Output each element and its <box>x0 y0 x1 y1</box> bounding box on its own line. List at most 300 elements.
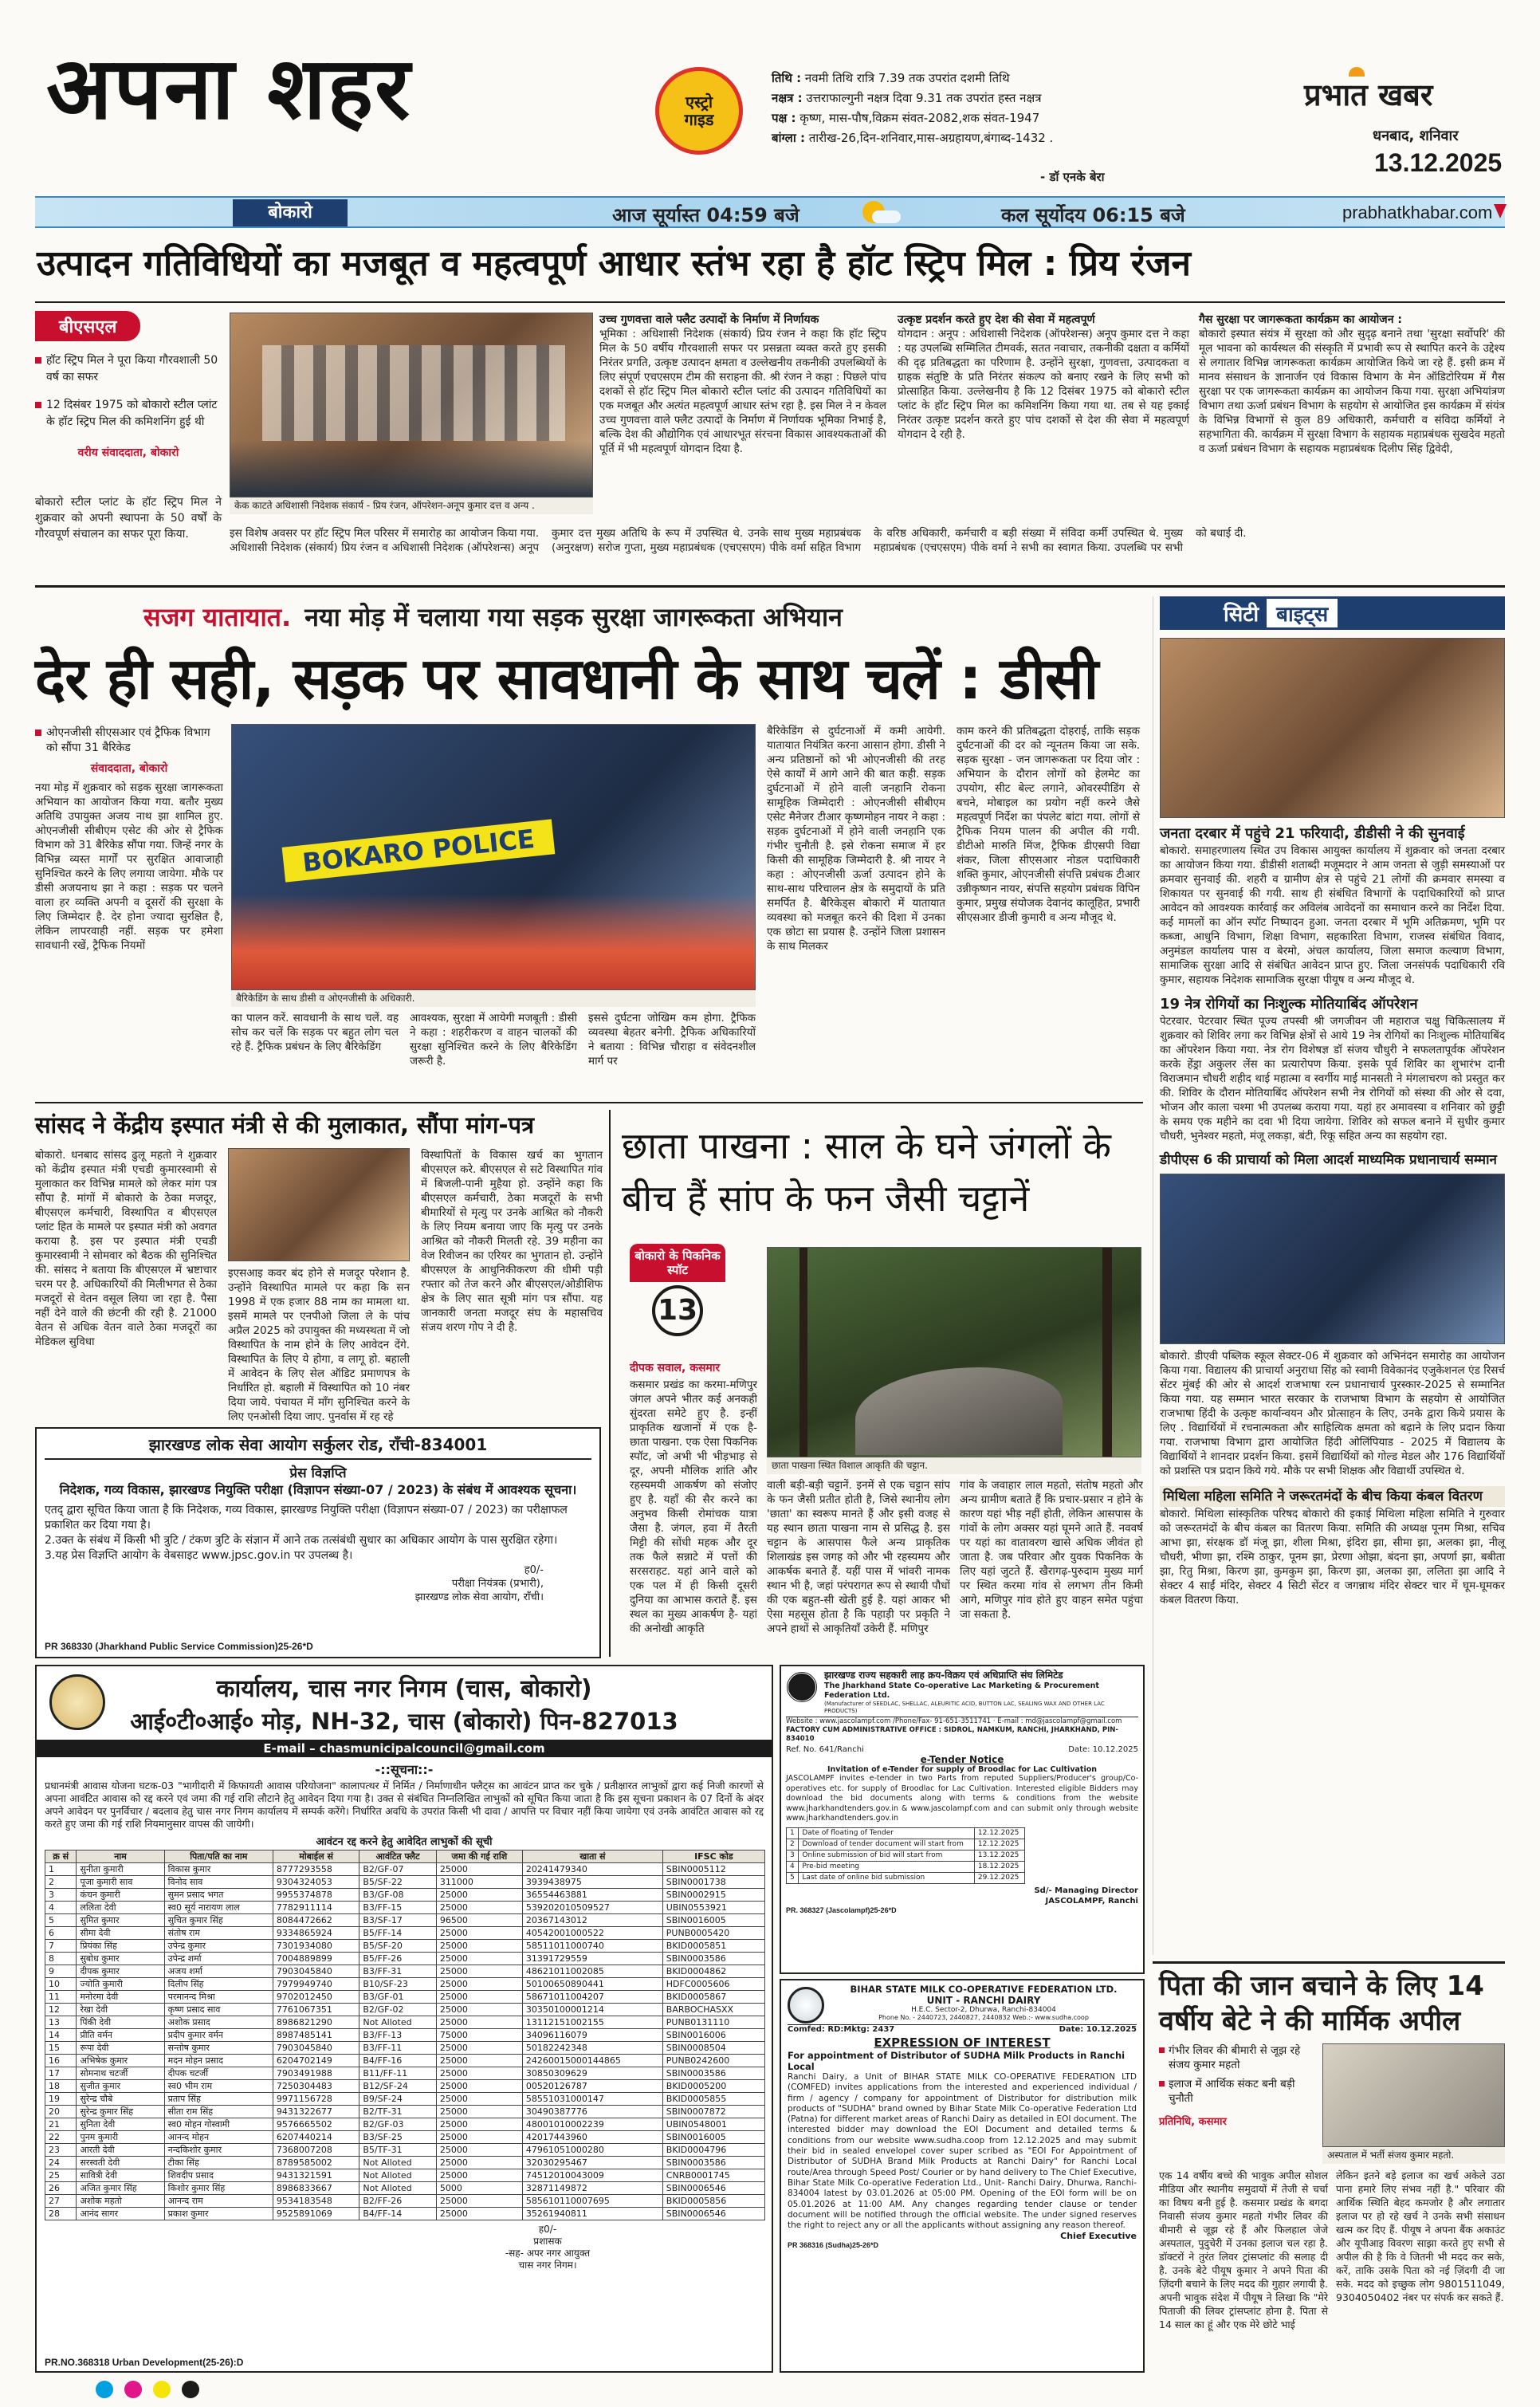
lead-intro: बोकारो स्टील प्लांट के हॉट स्ट्रिप मिल ने शुक्रवार को अपनी स्थापना के 50 वर्षों के गौरवपूर्ण संचालन का सफर पूरा किया. <box>35 496 222 541</box>
city-s3-head: डीपीएस 6 की प्राचार्या को मिला आदर्श माध्यमिक प्रधानाचार्य सम्मान <box>1160 1152 1497 1168</box>
table-cell: PUNB0242600 <box>662 2055 764 2067</box>
table-row <box>45 1965 765 1978</box>
table-cell: SBIN0002915 <box>662 1889 764 1902</box>
table-cell: B2/GF-02 <box>359 2004 436 2016</box>
schedule-cell: 29.12.2025 <box>974 1872 1024 1883</box>
table-row <box>45 1940 765 1953</box>
jascolampf-pr: PR. 368327 (Jascolampf)25-26*D <box>786 1906 897 1914</box>
city-s4-head: मिथिला महिला समिति ने जरूरतमंदों के बीच किया कंबल वितरण <box>1160 1486 1505 1507</box>
table-cell: 17 <box>45 2067 77 2080</box>
website-link[interactable]: prabhatkhabar.com <box>1342 203 1493 222</box>
table-cell: रूपा देवी <box>77 2042 164 2055</box>
jascolampf-title: e-Tender Notice <box>920 1754 1004 1765</box>
table-cell: 8789585002 <box>273 2157 359 2169</box>
table-cell: 25000 <box>436 2118 522 2131</box>
city-title-2: बाइट्स <box>1267 599 1338 627</box>
table-cell: B3/SF-17 <box>359 1914 436 1927</box>
traffic-photo-caption: बैरिकेडिंग के साथ डीसी व ओएनजीसी के अधिकारी. <box>231 990 756 1007</box>
lead-bullet: 12 दिसंबर 1975 को बोकारो स्टील प्लांट के हॉट स्ट्रिप मिल की कमिशनिंग हुई थी <box>35 397 222 431</box>
table-cell: 31391729559 <box>522 1953 662 1965</box>
table-cell: अभिषेक कुमार <box>77 2055 164 2067</box>
body-text: भूमिका : अधिशासी निदेशक (संकार्य) प्रिय रंजन ने कहा कि हॉट स्ट्रिप मिल के 50 वर्षीय गौरवशाली सफर पर प्रसन्नता व्यक्त करते हुए इसकी निरंतर प्रगति, उत्कृष्ट उत्पादन क्षमता व उल्लेखनीय तकनीकी उपलब्धियों के लिए संपूर्ण एचएसएम टीम की सराहना की. श्री रंजन ने कहा : पिछले पांच दशकों से हॉट स्ट्रिप मिल बोकारो स्टील प्लांट की उत्पादन गतिविधियों का एक मजबूत और अत्यंत महत्वपूर्ण आधार स्तंभ रहा है. इस मिल ने न केवल उच्च गुणवत्ता वाले फ्लैट उत्पादों के निर्माण में निर्णायक भूमिका निभाई है, बल्कि देश की औद्योगिक एवं आधारभूत संरचना विकास आवश्यकताओं की पूर्ति में भी महत्वपूर्ण योगदान दिया है. <box>599 328 886 455</box>
jpsc-ad <box>35 1427 601 1658</box>
table-cell: प्रियंका सिंह <box>77 1940 164 1953</box>
table-cell: B11/FF-11 <box>359 2067 436 2080</box>
table-cell: 8987485141 <box>273 2029 359 2042</box>
police-banner: BOKARO POLICE <box>282 819 556 882</box>
panchang-row: बांग्ला : तारीख-26,दिन-शनिवार,मास-अग्रहायण,बंगाब्द-1432 . <box>772 131 1054 145</box>
jpsc-point3: 3.यह प्रेस विज्ञप्ति आयोग के वेबसाइट www.jpsc.gov.in पर उपलब्ध है। <box>45 1549 353 1562</box>
sudha-date: Date: 10.12.2025 <box>1059 2025 1137 2034</box>
panchang-row: तिथि : नवमी तिथि रात्रि 7.39 तक उपरांत दशमी तिथि <box>772 71 1010 85</box>
table-cell: 27 <box>45 2195 77 2208</box>
table-cell: शिवदीप प्रसाद <box>164 2169 273 2182</box>
section-title: अपना शहर <box>46 39 412 139</box>
table-cell: आनन्द मोहन <box>164 2131 273 2144</box>
table-cell: पुनम कुमारी <box>77 2131 164 2144</box>
city-section-tab[interactable]: बोकारो <box>233 199 348 226</box>
chas-office: कार्यालय, चास नगर निगम (चास, बोकारो) <box>216 1675 592 1703</box>
table-cell: अजय शर्मा <box>164 1965 273 1978</box>
lead-bullet: हॉट स्ट्रिप मिल ने पूरा किया गौरवशाली 50 वर्ष का सफर <box>35 352 222 386</box>
schedule-cell: Pre-bid meeting <box>799 1861 975 1872</box>
chas-emblem-icon <box>49 1674 105 1730</box>
table-row <box>45 2080 765 2093</box>
sudha-lead: For appointment of Distributor of SUDHA Milk Products in Ranchi Local <box>788 2050 1126 2072</box>
table-cell: SBIN0005112 <box>662 1863 764 1876</box>
table-cell: 7 <box>45 1940 77 1953</box>
table-cell: 7004889899 <box>273 1953 359 1965</box>
table-cell: आनन्द राम <box>164 2195 273 2208</box>
city-photo-2 <box>1160 1174 1505 1344</box>
brand-name: प्रभात खबर <box>1304 77 1433 112</box>
lead-col1 <box>599 313 886 456</box>
traffic-col5: बैरिकेडिंग से दुर्घटनाओं में कमी आयेगी. यातायात नियंत्रित करना आसान होगा. डीसी ने अन्य प्रतिष्ठानों को भी ओएनजीसी की तरह ऐसे कार्यों में आगे आने की बात कही. सड़क दुर्घटनाओं में होने वाली जनहानि रोकना सामूहिक जिम्मेदारी : ओएनजीसी सीबीएम एसेट मैनेजर टीआर कृष्णमोहन नायर ने कहा : सड़क दुर्घटनाओं में होने वाली जनहानि एक गंभीर चुनौती है. इसे रोकना समाज में हर किसी की सामूहिक जिम्मेदारी है. श्री नायर ने कहा : ओएनजीसी ऊर्जा उत्पादन होने के साथ-साथ परिचालन क्षेत्र के समुदायों के प्रति समर्पित है. बैरिकेड्स बोकारो में यातायात व्यवस्था को मजबूत करने की दिशा में उनका एक छोटा सा प्रयास है. उन्होंने जिला प्रशासन के साथ मिलकर <box>767 725 945 953</box>
table-cell: UBIN0548001 <box>662 2118 764 2131</box>
table-cell: प्रकाश कुमार <box>164 2208 273 2220</box>
table-cell: B3/FF-13 <box>359 2029 436 2042</box>
table-row <box>45 2195 765 2208</box>
table-cell: SBIN0003586 <box>662 2157 764 2169</box>
bullet-icon <box>35 730 41 736</box>
jascolampf-ad <box>780 1665 1145 1974</box>
panchang-credit: - डॉ एनके बेरा <box>1040 170 1105 184</box>
table-cell: 9576665502 <box>273 2118 359 2131</box>
city-bites <box>1153 596 1505 1955</box>
picnic-badge-title: बोकारो के पिकनिक स्पॉट <box>630 1244 725 1282</box>
table-cell: विकास कुमार <box>164 1863 273 1876</box>
lead-footer-text: इस विशेष अवसर पर हॉट स्ट्रिप मिल परिसर में समारोह का आयोजन किया गया. अधिशासी निदेशक (संकार्य) प्रिय रंजन व अधिशासी निदेशक (ऑपरेशन्स) अनूप कुमार दत्त मुख्य अतिथि के रूप में उपस्थित थे. उनके साथ मुख्य महाप्रबंधक (अनुरक्षण) सरोज गुप्ता, मुख्य महाप्रबंधक (एचएसएम) पीके वर्मा सहित विभाग के वरिष्ठ अधिकारी, कर्मचारी व बड़ी संख्या में संविदा कर्मी उपस्थित थे. मुख्य महाप्रबंधक (एचएसएम) पीके वर्मा ने सभी का स्वागत किया. उपलब्धि पर सभी को बधाई दी. <box>230 527 1247 554</box>
table-cell: 7761067351 <box>273 2004 359 2016</box>
table-row <box>45 2004 765 2016</box>
kicker-red: सजग यातायात. <box>143 602 292 632</box>
traffic-kicker <box>143 600 843 634</box>
astro-guide-badge: एस्ट्रो गाइड <box>655 67 743 155</box>
table-cell: 36554463881 <box>522 1889 662 1902</box>
sun-cloud-icon <box>854 198 902 226</box>
print-registration-marks <box>96 2381 1451 2398</box>
lead-byline: वरीय संवाददाता, बोकारो <box>77 446 179 459</box>
table-row <box>45 1978 765 1991</box>
traffic-cols-under <box>231 1011 756 1068</box>
table-cell: 8986821290 <box>273 2016 359 2029</box>
table-cell: 9702012450 <box>273 1991 359 2004</box>
body-text: विस्थापितों के विकास खर्च का भुगतान बीएसएल करे. बीएसएल से सटे विस्थापित गांव में बिजली-पानी मुहैया हो. उन्होंने कहा कि बीएसएल कर्मचारी, ठेका मजदूरों के सभी बीमारियों से मृत्यु पर उनके आश्रित को नौकरी के लिए नियम बनाया जाए कि मृत्यु पर उनके आश्रित को नौकरी मिलती रहे. 39 महीना का वेज रिवीजन का एरियर का भुगतान हो. उन्होंने बीएसएल के आधुनिकीकरण की धीमी पड़ी रफ्तार को तेज करने और बीएसएल/ओडीशिफ क्षेत्र के लिए सात सूत्री मांग पत्र सौंपा. यह जानकारी जनता मजदूर संघ के महासचिव संजय शरण गोप ने दी है. <box>421 1149 603 1334</box>
chhata-photo-caption: छाता पाखना स्थित विशाल आकृति की चट्टान. <box>767 1457 1141 1474</box>
schedule-row <box>787 1839 1025 1850</box>
table-cell: 58551031000147 <box>522 2093 662 2106</box>
table-cell: स्व0 मोहन गोस्वामी <box>164 2118 273 2131</box>
subhead: उत्कृष्ट प्रदर्शन करते हुए देश की सेवा में महत्वपूर्ण <box>898 313 1095 326</box>
table-row <box>45 2118 765 2131</box>
chas-table-title: आवंटन रद्द करने हेतु आवेदित लाभुकों की सूची <box>316 1836 493 1848</box>
table-cell: 20367143012 <box>522 1914 662 1927</box>
table-cell: 3939438975 <box>522 1876 662 1889</box>
table-cell: 48621011002085 <box>522 1965 662 1978</box>
schedule-cell: 12.12.2025 <box>974 1827 1024 1839</box>
city-s4-body: बोकारो. मिथिला सांस्कृतिक परिषद बोकारो की इकाई मिथिला महिला समिति ने गुरुवार को जरूरतमंदों के बीच कंबल का वितरण किया. समिति की अध्यक्ष पूनम मिश्रा, सचिव आभा झा, संरक्षक डॉ मंजू झा, शीला मिश्रा, इंदिरा झा, सीमा झा, अलका झा, नीलू चौधरी, भीणा झा, रश्मि ठाकुर, पूनम झा, प्रेरणा ओझा, बंदना झा, अपर्णा झा, बबीता झा, रितु मिश्रा, किरण झा, कुमकुम झा, किरण झा, अलका झा, ललिता झा आदि ने सेक्टर 4 साईं मंदिर, सेक्टर 4 सिटी सेंटर व जगन्नाथ मंदिर सेक्टर चार में घूम-घूमकर कंबल वितरण किया. <box>1160 1508 1505 1607</box>
table-header-cell: मोबाईल सं <box>273 1850 359 1863</box>
chhata-col1: कसमार प्रखंड का करमा-मणिपुर जंगल अपने भीतर कई अनकही सुंदरता समेटे हुए है. इन्हीं प्राकृतिक खजानों में एक है- छाता पाखना. एक ऐसा पिकनिक स्पॉट, जो अभी भी भीड़भाड़ से दूर, अपनी मौलिक शांति और रहस्यमयी आकर्षण को संजोए हुए है. यहाँ की सैर करने का अनुभव किसी रोमांचक यात्रा जैसा है. जंगल, हवा में तैरती मिट्टी की सोंधी महक और दूर तक फैले सन्नाटे में पत्तों की सरसराहट. यहां आने वाले को एक पल में ही किसी दूसरी दुनिया का आभास कराते हैं. इस स्थल का मुख्य आकर्षण है- यहां की अनोखी आकृति <box>630 1379 757 1635</box>
table-cell: 25000 <box>436 1863 522 1876</box>
table-cell: SBIN0016006 <box>662 2029 764 2042</box>
weather-strip <box>35 196 1505 228</box>
city-s1-body: बोकारो. समाहरणालय स्थित उप विकास आयुक्त कार्यालय में शुक्रवार को जनता दरबार का आयोजन किया गया. डीडीसी शताब्दी मजूमदार ने आम जनता से जुड़ी समस्याओं पर क्रमवार सुनवाई की. शहरी व ग्रामीण क्षेत्र से पहुंचे 21 लोगों की क्रमवार समस्या व शिकायत पर सुनवाई की गयी. साथ ही संबंधित विभागों के पदाधिकारियों को प्राप्त आवेदन को आवश्यक कार्रवाई कर अविलंब आवेदनों का समाधान करने का निर्देश दिया. कई मामलों का ऑन स्पॉट निष्पादन हुआ. जनता दरबार में भूमि अतिक्रमण, भूमि पर कब्जा, आधुनि विभाग, शिक्षा विभाग, सहकारिता विभाग, राजस्व संबंधित विवाद, अनुमंडल कार्यालय पास व बेरमो, अंचल कार्यालय, जिला समाज कल्याण विभाग, सामाजिक सुरक्षा आदि से संबंधित आवेदन प्राप्त हुए. जिला जनसंपर्क पदाधिकारी रवि कुमार, सहायक निदेशक सामाजिक सुरक्षा पीयूष व अन्य मौजूद थे. <box>1160 844 1505 986</box>
table-cell: प्रताप सिंह <box>164 2093 273 2106</box>
bullet-icon <box>1159 2081 1165 2086</box>
table-cell: 25000 <box>436 2016 522 2029</box>
table-cell: 8986833667 <box>273 2182 359 2195</box>
table-row <box>45 1991 765 2004</box>
table-cell: 58511011000740 <box>522 1940 662 1953</box>
table-header-cell: नाम <box>77 1850 164 1863</box>
table-cell: 10 <box>45 1978 77 1991</box>
table-cell: सुमन प्रसाद भगत <box>164 1889 273 1902</box>
table-cell: 25 <box>45 2169 77 2182</box>
table-cell: टीका सिंह <box>164 2157 273 2169</box>
schedule-cell: 12.12.2025 <box>974 1839 1024 1850</box>
jpsc-subject: निदेशक, गव्य विकास, झारखण्ड नियुक्ति परीक्षा (विज्ञापन संख्या-07 / 2023) के संबंध में आवश्यक सूचना। <box>59 1482 577 1497</box>
table-cell: 9334865924 <box>273 1927 359 1940</box>
body-text: नया मोड़ में शुक्रवार को सड़क सुरक्षा जागरूकता अभियान का आयोजन किया गया. बतौर मुख्य अतिथि उपायुक्त अजय नाथ झा शामिल हुए. ओएनजीसी सीबीएम एसेट की ओर से ट्रैफिक विभाग को 31 बैरिकेड सौंपा गया. जिन्हें नगर के विभिन्न व्यस्त मार्गों पर सुरक्षित आवाजाही सुनिश्चित करने के लिए लगाया जायेगा. मौके पर डीसी अजयनाथ झा ने कहा : सड़क पर चलने वाला हर व्यक्ति अपनी व दूसरों की सुरक्षा के लिए जिम्मेदार है. देर होना ज्यादा सुरक्षित है, लेकिन लापरवाही नहीं. सड़क पर हमेशा सावधानी रखें, ट्रैफिक नियमों <box>35 781 223 952</box>
table-row <box>45 1953 765 1965</box>
schedule-row <box>787 1827 1025 1839</box>
table-cell: 74512010043009 <box>522 2169 662 2182</box>
lead-headline: उत्पादन गतिविधियों का मजबूत व महत्वपूर्ण आधार स्तंभ रहा है हॉट स्ट्रिप मिल : प्रिय रंजन <box>37 243 1191 284</box>
table-cell: 96500 <box>436 1914 522 1927</box>
table-cell: B9/SF-24 <box>359 2093 436 2106</box>
table-cell: 22 <box>45 2131 77 2144</box>
table-cell: विनोद साव <box>164 1876 273 1889</box>
table-cell: 25000 <box>436 2106 522 2118</box>
appeal-photo <box>1322 2043 1505 2147</box>
table-cell: B3/GF-08 <box>359 1889 436 1902</box>
table-cell: 7782911114 <box>273 1902 359 1914</box>
table-cell: 25000 <box>436 1902 522 1914</box>
table-cell: 16 <box>45 2055 77 2067</box>
table-cell: कंचन कुमारी <box>77 1889 164 1902</box>
table-cell: 13112151002155 <box>522 2016 662 2029</box>
table-cell: B3/FF-31 <box>359 1965 436 1978</box>
table-cell: 8 <box>45 1953 77 1965</box>
table-cell: 25000 <box>436 1965 522 1978</box>
table-cell: सीता राम सिंह <box>164 2106 273 2118</box>
table-cell: SBIN0006546 <box>662 2208 764 2220</box>
table-cell: B10/SF-23 <box>359 1978 436 1991</box>
table-cell: Not Alloted <box>359 2182 436 2195</box>
jascolampf-org: झारखण्ड राज्य सहकारी लाह क्रय-विक्रय एवं अधिप्राप्ति संघ लिमिटेड <box>824 1670 1063 1681</box>
table-cell: सुमित कुमार <box>77 1914 164 1927</box>
table-cell: नन्दकिशोर कुमार <box>164 2144 273 2157</box>
panchang <box>772 69 1282 148</box>
traffic-bullet: ओएनजीसी सीएसआर एवं ट्रैफिक विभाग को सौंपा 31 बैरिकेड <box>35 726 223 756</box>
table-cell: आनंद सागर <box>77 2208 164 2220</box>
table-header-cell: खाता सं <box>522 1850 662 1863</box>
table-cell: 40542001000522 <box>522 1927 662 1940</box>
table-cell: Not Alloted <box>359 2169 436 2182</box>
table-cell: SBIN0008504 <box>662 2042 764 2055</box>
appeal-bullet: गंभीर लिवर की बीमारी से जूझ रहे संजय कुमार महतो <box>1159 2043 1314 2072</box>
table-cell: 311000 <box>436 1876 522 1889</box>
table-cell: 18 <box>45 2080 77 2093</box>
sudha-ad <box>780 1979 1145 2373</box>
schedule-cell: 4 <box>787 1861 799 1872</box>
table-cell: SBIN0016005 <box>662 2131 764 2144</box>
table-cell: 35261940811 <box>522 2208 662 2220</box>
table-cell: 7301934080 <box>273 1940 359 1953</box>
table-cell: 9534183548 <box>273 2195 359 2208</box>
table-cell: 47961051000280 <box>522 2144 662 2157</box>
table-cell: 25000 <box>436 2208 522 2220</box>
sudha-pr: PR 368316 (Sudha)25-26*D <box>788 2241 879 2250</box>
chas-signature: ह0/- प्रशासक -सह- अपर नगर आयुक्त चास नगर निगम। <box>505 2224 591 2271</box>
table-cell: 75000 <box>436 2029 522 2042</box>
traffic-photo <box>231 724 756 990</box>
jascolampf-schedule <box>786 1827 1025 1884</box>
mp-photo <box>228 1148 410 1261</box>
issue-date: 13.12.2025 <box>1374 148 1503 177</box>
schedule-cell: 13.12.2025 <box>974 1850 1024 1861</box>
table-cell: B5/FF-26 <box>359 1953 436 1965</box>
body-text: बोकारो. धनबाद सांसद ढुलू महतो ने शुक्रवार को केंद्रीय इस्पात मंत्री एचडी कुमारस्वामी से मुलाकात कर विभिन्न मामले को लेकर मांग पत्र सौंपा है. मांगों में बोकारो के ठेका मजदूर, बीएसएल कर्मचारी, विस्थापित व बीएसएल प्लांट हित के मामले पर इस्पात मंत्री को अवगत कराया है. इस पर इस्पात मंत्री एचडी कुमारस्वामी ने सोमवार को बैठक की सुनिश्चित की. सांसद ने बताया कि बीएसएल में भ्रष्टाचार चरम पर है. अधिकारियों की मिलीभगत से ठेका मजदूरों से वेतन वसूल लिया जा रहा है. पैसा नहीं देने वाले की छंटनी की रही है. 21000 वेतन से अधिक वेतन वाले ठेका मजदूरों का मेडिकल सुविधा <box>35 1149 217 1348</box>
chas-table <box>45 1850 765 2220</box>
table-cell: 9 <box>45 1965 77 1978</box>
schedule-cell: Date of floating of Tender <box>799 1827 975 1839</box>
table-header-cell: क्र सं <box>45 1850 77 1863</box>
picnic-badge <box>630 1244 725 1352</box>
schedule-cell: Download of tender document will start from <box>799 1839 975 1850</box>
table-cell: प्रीति वर्मन <box>77 2029 164 2042</box>
schedule-cell: Last date of online bid submission <box>799 1872 975 1883</box>
table-cell: B5/TF-31 <box>359 2144 436 2157</box>
chas-pr: PR.NO.368318 Urban Development(25-26):D <box>45 2357 244 2368</box>
table-cell: 26 <box>45 2182 77 2195</box>
table-cell: दीपक चटर्जी <box>164 2067 273 2080</box>
table-cell: BKID0005855 <box>662 2093 764 2106</box>
table-cell: अशोक महतो <box>77 2195 164 2208</box>
chas-notice-title: -::सूचना::- <box>375 1762 434 1777</box>
city-s2-head: 19 नेत्र रोगियों का निःशुल्क मोतियाबिंद ऑपरेशन <box>1160 996 1418 1013</box>
table-cell: 9431322677 <box>273 2106 359 2118</box>
table-cell: मदन मोहन प्रसाद <box>164 2055 273 2067</box>
table-cell: 5000 <box>436 2182 522 2195</box>
table-cell: 2 <box>45 1876 77 1889</box>
table-cell: HDFC0005606 <box>662 1978 764 1991</box>
table-cell: 28 <box>45 2208 77 2220</box>
table-cell: SBIN0003586 <box>662 1953 764 1965</box>
table-cell: 13 <box>45 2016 77 2029</box>
panchang-row: पक्ष : कृष्ण, मास-पौष,विक्रम संवत-2082,शक संवत-1947 <box>772 111 1040 125</box>
lead-sidebar <box>35 311 222 493</box>
table-cell: 25000 <box>436 2157 522 2169</box>
divider <box>35 585 1505 588</box>
table-cell: 25000 <box>436 1978 522 1991</box>
table-cell: सुनीता कुमारी <box>77 1863 164 1876</box>
table-cell: 15 <box>45 2042 77 2055</box>
table-row <box>45 1927 765 1940</box>
table-cell: B5/FF-14 <box>359 1927 436 1940</box>
schedule-cell: 3 <box>787 1850 799 1861</box>
jascolampf-subtitle: Invitation of e-Tender for supply of Broodlac for Lac Cultivation <box>827 1765 1098 1774</box>
table-row <box>45 1914 765 1927</box>
body-text: लेकिन इतने बड़े इलाज का खर्च अकेले उठा पाना हमारे लिए संभव नहीं है." परिवार की आर्थिक स्थिति बेहद कमजोर है और लगातार इलाज पर हो रहे खर्च ने उनके सभी संसाधन खत्म कर दिए हैं. पीयूष ने अपना बैंक अकाउंट और यूपीआइ विवरण साझा करते हुए सभी से अपील की है कि वे जितनी भी मदद कर सके, करें, ताकि उसके पिता को नई ज़िंदगी दी जा सके. मदद को इच्छुक लोग 9801511049, 9304050402 नंबर पर संपर्क कर सकते हैं. <box>1336 2169 1505 2303</box>
table-cell: सुजीत कुमार <box>77 2080 164 2093</box>
table-cell: 9304324053 <box>273 1876 359 1889</box>
table-cell: 23 <box>45 2144 77 2157</box>
table-cell: 20241479340 <box>522 1863 662 1876</box>
table-cell: 5 <box>45 1914 77 1927</box>
jpsc-signature: ह0/- परीक्षा नियंत्रक (प्रभारी), झारखण्ड लोक सेवा आयोग, राँची। <box>414 1564 544 1603</box>
table-cell: आरती देवी <box>77 2144 164 2157</box>
table-cell: 25000 <box>436 2093 522 2106</box>
table-cell: B2/TF-31 <box>359 2106 436 2118</box>
table-cell: SBIN0006546 <box>662 2182 764 2195</box>
table-cell: किशोर कुमार सिंह <box>164 2182 273 2195</box>
lead-col2 <box>898 313 1189 442</box>
mp-headline: सांसद ने केंद्रीय इस्पात मंत्री से की मुलाकात, सौंपा मांग-पत्र <box>35 1111 535 1139</box>
chhata-byline: दीपक सवाल, कसमार <box>630 1362 721 1375</box>
table-row <box>45 2208 765 2220</box>
schedule-row <box>787 1861 1025 1872</box>
table-cell: ललिता देवी <box>77 1902 164 1914</box>
table-row <box>45 1902 765 1914</box>
subhead: उच्च गुणवत्ता वाले फ्लैट उत्पादों के निर्माण में निर्णायक <box>599 313 819 326</box>
table-cell: प्रदीप कुमार वर्मन <box>164 2029 273 2042</box>
table-row <box>45 2106 765 2118</box>
table-cell: 25000 <box>436 2042 522 2055</box>
table-cell: पूजा कुमारी साव <box>77 1876 164 1889</box>
table-cell: 25000 <box>436 2055 522 2067</box>
table-cell: दिलीप सिंह <box>164 1978 273 1991</box>
city-bites-header <box>1160 596 1505 630</box>
table-row <box>45 2093 765 2106</box>
sudha-name: BIHAR STATE MILK CO-OPERATIVE FEDERATION LTD. <box>850 1984 1118 1995</box>
jascolampf-signature: Sd/- Managing Director JASCOLAMPF, Ranchi <box>1034 1886 1138 1906</box>
table-row <box>45 1863 765 1876</box>
table-cell: B3/SF-25 <box>359 2131 436 2144</box>
cursor-icon <box>1494 204 1507 218</box>
table-cell: 12 <box>45 2004 77 2016</box>
table-cell: 25000 <box>436 1889 522 1902</box>
schedule-cell: 18.12.2025 <box>974 1861 1024 1872</box>
sudha-title: EXPRESSION OF INTEREST <box>874 2035 1051 2050</box>
table-cell: BKID0004796 <box>662 2144 764 2157</box>
table-cell: Not Alloted <box>359 2157 436 2169</box>
chas-address: आई०टी०आई० मोड़, NH-32, चास (बोकारो) पिन-827013 <box>130 1708 678 1735</box>
table-row <box>45 1889 765 1902</box>
city-s1-head: जनता दरबार में पहुंचे 21 फरियादी, डीडीसी ने की सुनवाई <box>1160 825 1465 842</box>
table-header-cell: आवंटित फ्लैट <box>359 1850 436 1863</box>
table-cell: 9971156728 <box>273 2093 359 2106</box>
schedule-cell: 2 <box>787 1839 799 1850</box>
panchang-row: नक्षत्र : उत्तराफाल्गुनी नक्षत्र दिवा 9.31 तक उपरांत हस्त नक्षत्र <box>772 91 1042 105</box>
lead-col3 <box>1199 313 1505 456</box>
table-cell: 25000 <box>436 1953 522 1965</box>
table-cell: 20 <box>45 2106 77 2118</box>
table-cell: 7979949740 <box>273 1978 359 1991</box>
appeal-photo-caption: अस्पताल में भर्ती संजय कुमार महतो. <box>1322 2147 1505 2164</box>
traffic-headline: देर ही सही, सड़क पर सावधानी के साथ चलें : डीसी <box>35 645 1098 712</box>
table-cell: B4/FF-14 <box>359 2208 436 2220</box>
table-cell: CNRB0001745 <box>662 2169 764 2182</box>
table-cell: 8777293558 <box>273 1863 359 1876</box>
bullet-icon <box>35 402 41 408</box>
body-text: एक 14 वर्षीय बच्चे की भावुक अपील सोशल मीडिया और स्थानीय समुदायों में तेजी से चर्चा का विषय बनी हुई है. कसमार प्रखंड के बगदा निवासी संजय कुमार महतो गंभीर लिवर की बीमारी से जूझ रहे हैं और फिलहाल जेजे अस्पताल, पुदुचेरी में उनका इलाज चल रहा है. डॉक्टरों ने तुरंत लिवर ट्रांसप्लांट की सलाह दी है. उनके बेटे पीयूष कुमार ने अपने पिता की ज़िंदगी बचाने के लिए मदद की गुहार लगायी है. अपनी भावुक संदेश में पीयूष ने लिखा कि "मेरे पिताजी की लिवर ट्रांसप्लांट होना है. पिता से 14 साल का हूं और एक मेरे छोटे भाई <box>1159 2169 1328 2330</box>
table-cell: 50100650890441 <box>522 1978 662 1991</box>
picnic-badge-number: 13 <box>652 1285 703 1336</box>
table-row <box>45 2042 765 2055</box>
chas-notice <box>35 1665 773 2373</box>
table-cell: 11 <box>45 1991 77 2004</box>
table-row <box>45 2055 765 2067</box>
sudha-body: Ranchi Dairy, a Unit of BIHAR STATE MILK CO-OPERATIVE FEDERATION LTD (COMFED) invites applications from the interested and experienced individual / firm / agency / company for appointment of Distributor for distribution milk products of "SUDHA" brand owned by Bihar State Milk Co-operative Federation Ltd (Patna) for different market areas of Ranchi Dairy as detailed in EOI document. The interested bidder may download the EOI Document and detailed terms & conditions from our website www.sudha.coop from 12.12.2025 and may submit their bid in sealed envelopel cover super scribed as "EOI For Appointment of Distributor of SUDHA Brand Milk Products at Ranchi Dairy" for Ranchi Local route/Area through Speed Post/ Courier or by hand delivery to The Chief Executive, Bihar State Milk Co-operative Federation Ltd., Unit- Ranchi Dairy, Dhurwa, Ranchi-834004 latest by 03.01.2026 at 05:00 PM. Opening of the EOI form will be on 05.01.2026 at 11:00 AM. Any changes regarding tender clause or tender document will be notified through the official website. The under signed reserves the right to reject any or all the applicants without assigning any reason thereof. <box>788 2072 1137 2231</box>
jascolampf-contact: Website : www.jascolampf.com /Phone/Fax- 91-651-3511741 · E-mail : md@jascolampf@gmail.com <box>786 1717 1138 1726</box>
bullet-icon <box>35 357 41 364</box>
chas-email: E-mail – chasmunicipalcouncil@gmail.com <box>37 1740 772 1757</box>
chhata-photo <box>767 1247 1141 1457</box>
body-text: योगदान : अनूप : अधिशासी निदेशक (ऑपरेशन्स) अनूप कुमार दत्त ने कहा : यह उपलब्धि सम्मिलित टीमवर्क, सतत नवाचार, तकनीकी दक्षता व कर्मियों की दृढ़ प्रतिबद्धता का परिणाम है. उन्होंने सुरक्षा, गुणवत्ता, उत्पादकता व ग्राहक संतुष्टि के प्रति निरंतर संकल्प को बनाए रखने के लिए सभी को प्रोत्साहित किया. उल्लेखनीय है कि 12 दिसंबर 1975 को बोकारो स्टील प्लांट के हॉट स्ट्रिप मिल का कमिशनिंग किया गया था. तब से यह इकाई निरंतर उत्कृष्ट प्रदर्शन करते हुए पांच दशकों से देश की सेवा में महत्वपूर्ण योगदान दे रही है. <box>898 328 1189 441</box>
table-cell: Not Alloted <box>359 2016 436 2029</box>
table-row <box>45 2169 765 2182</box>
table-cell: B3/FF-15 <box>359 1902 436 1914</box>
table-cell: 6207440214 <box>273 2131 359 2144</box>
table-cell: संतोष राम <box>164 1927 273 1940</box>
table-cell: 25000 <box>436 2067 522 2080</box>
table-cell: B2/GF-07 <box>359 1863 436 1876</box>
bullet-icon <box>1159 2047 1165 2053</box>
table-cell: 25000 <box>436 2144 522 2157</box>
table-cell: 48001010002239 <box>522 2118 662 2131</box>
schedule-cell: 1 <box>787 1827 799 1839</box>
table-cell: SBIN0016005 <box>662 1914 764 1927</box>
table-row <box>45 1876 765 1889</box>
table-cell: 24 <box>45 2157 77 2169</box>
table-cell: SBIN0007872 <box>662 2106 764 2118</box>
table-cell: B3/FF-11 <box>359 2042 436 2055</box>
sudha-unit: UNIT - RANCHI DAIRY <box>926 1995 1041 2006</box>
table-cell: PUNB0131110 <box>662 2016 764 2029</box>
table-cell: 30490387776 <box>522 2106 662 2118</box>
table-cell: 6204702149 <box>273 2055 359 2067</box>
table-row <box>45 2067 765 2080</box>
jpsc-body: एतद् द्वारा सूचित किया जाता है कि निदेशक, गव्य विकास, झारखण्ड नियुक्ति परीक्षा (विज्ञापन संख्या-07 / 2023) का परीक्षाफल प्रकाशित कर दिया गया है। <box>45 1504 568 1532</box>
schedule-cell: 5 <box>787 1872 799 1883</box>
appeal-byline: प्रतिनिधि, कसमार <box>1159 2116 1227 2128</box>
jascolampf-ref: Ref. No. 641/Ranchi <box>786 1745 864 1754</box>
table-cell: BKID0005867 <box>662 1991 764 2004</box>
traffic-byline: संवाददाता, बोकारो <box>90 762 168 775</box>
divider <box>609 1110 611 1657</box>
